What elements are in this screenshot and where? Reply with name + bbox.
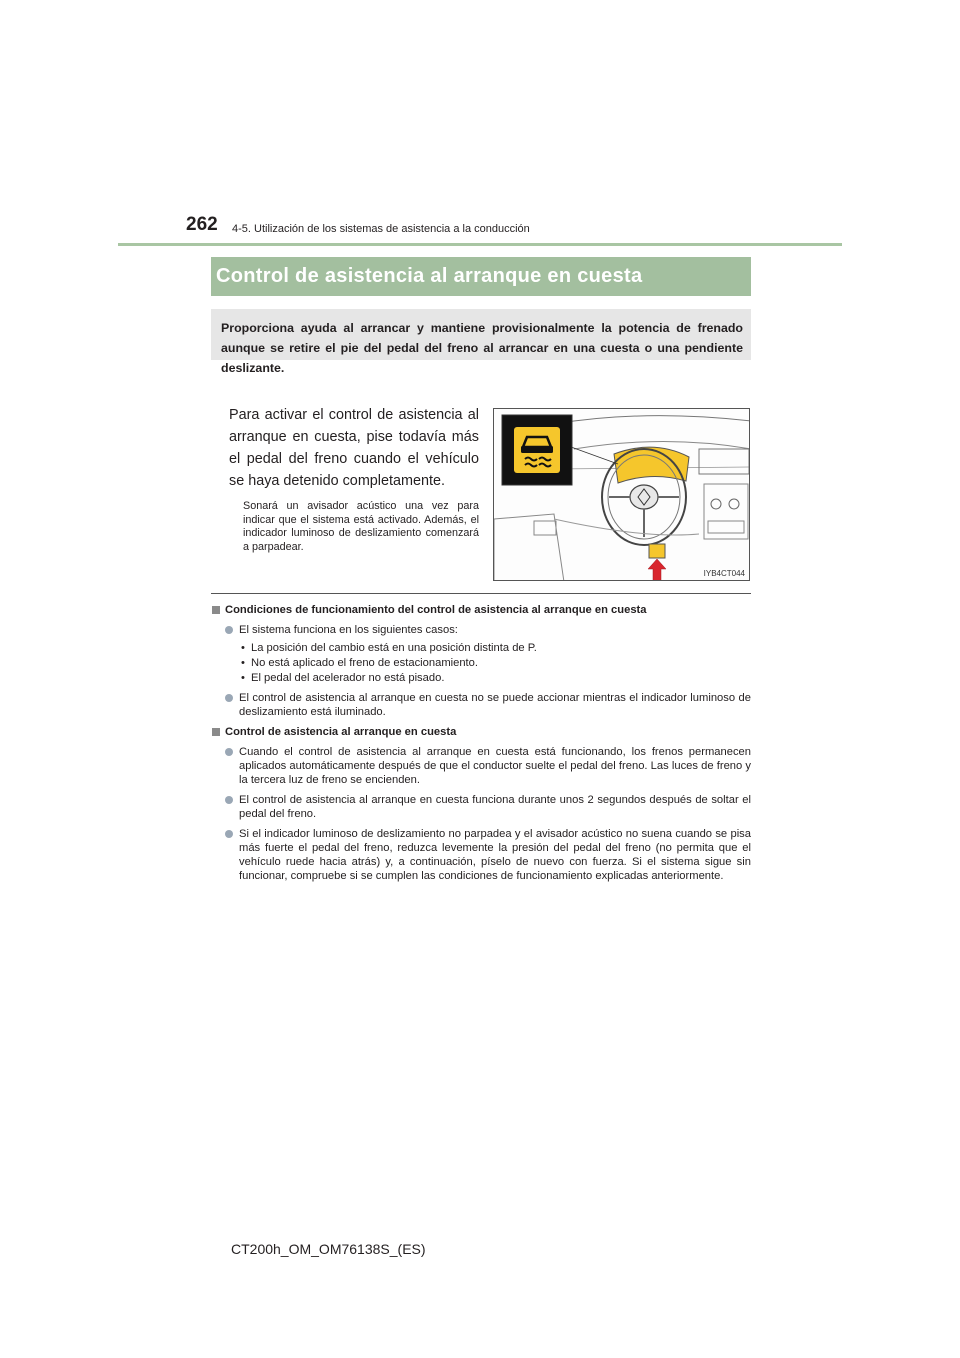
section-label: 4-5. Utilización de los sistemas de asistencia a la conducción (232, 223, 530, 235)
instrument-cluster (614, 447, 689, 483)
instruction-text: Para activar el control de asistencia al arranque en cuesta, pise todavía más el pedal del freno cuando el vehículo se haya detenido completamente. (229, 407, 479, 489)
red-arrow-icon (648, 559, 666, 581)
list-item (211, 623, 751, 685)
list-item-text: El control de asistencia al arranque en cuesta funciona durante unos 2 segundos después de soltar el pedal del freno. (239, 794, 751, 820)
section-heading-text: Control de asistencia al arranque en cuesta (225, 726, 457, 738)
footer-code: CT200h_OM_OM76138S_(ES) (231, 1241, 426, 1257)
section-heading (211, 725, 751, 739)
round-bullet-icon (225, 796, 233, 804)
divider (211, 593, 751, 594)
round-bullet-icon (225, 748, 233, 756)
intro-box: Proporciona ayuda al arrancar y mantiene provisionalmente la potencia de frenado aunque se retire el pie del pedal del freno al arrancar en una cuesta o una pendiente deslizante. (211, 309, 751, 360)
page-title: Control de asistencia al arranque en cuesta (211, 257, 751, 296)
list-item (211, 827, 751, 883)
section-heading-text: Condiciones de funcionamiento del control de asistencia al arranque en cuesta (225, 604, 647, 616)
sub-list-item: • La posición del cambio está en una posición distinta de P. (241, 642, 537, 654)
content (211, 603, 751, 889)
list-item-text: Cuando el control de asistencia al arranque en cuesta está funcionando, los frenos permanecen aplicados automáticamente después de que el conductor suelte el pedal del freno. Las luces de freno y la tercera luz de freno se encienden. (239, 746, 751, 786)
round-bullet-icon (225, 626, 233, 634)
figure-dashboard (493, 408, 750, 581)
list-item (211, 745, 751, 787)
instruction-note: Sonará un avisador acústico una vez para indicar que el sistema está activado. Además, el indicador luminoso de deslizamiento comenzará a parpadear. (243, 500, 479, 553)
list-item (211, 691, 751, 719)
sub-list-item: • El pedal del acelerador no está pisado. (241, 672, 445, 684)
section-heading (211, 603, 751, 617)
list-item-text: El sistema funciona en los siguientes casos: (239, 624, 458, 636)
dashboard-illustration (494, 409, 750, 581)
page-number: 262 (186, 214, 218, 235)
list-item-text: Si el indicador luminoso de deslizamiento no parpadea y el avisador acústico no suena cuando se pisa más fuerte el pedal del freno, reduzca levemente la presión del pedal del freno (no permita que el vehículo ruede hacia atrás) y, a continuación, píselo de nuevo con fuerza. Si el sistema sigue sin funcionar, compruebe si se cumplen las condiciones de funcionamiento explicadas anteriormente. (239, 828, 751, 882)
sub-list (239, 641, 751, 685)
square-bullet-icon (212, 728, 220, 736)
sub-list-item: • No está aplicado el freno de estacionamiento. (241, 657, 479, 669)
brake-pedal (649, 544, 665, 558)
list-item-text: El control de asistencia al arranque en cuesta no se puede accionar mientras el indicador luminoso de deslizamiento está iluminado. (239, 692, 751, 718)
header-rule (118, 243, 842, 246)
list-item (211, 793, 751, 821)
figure-code: IYB4CT044 (703, 569, 745, 578)
round-bullet-icon (225, 694, 233, 702)
round-bullet-icon (225, 830, 233, 838)
square-bullet-icon (212, 606, 220, 614)
